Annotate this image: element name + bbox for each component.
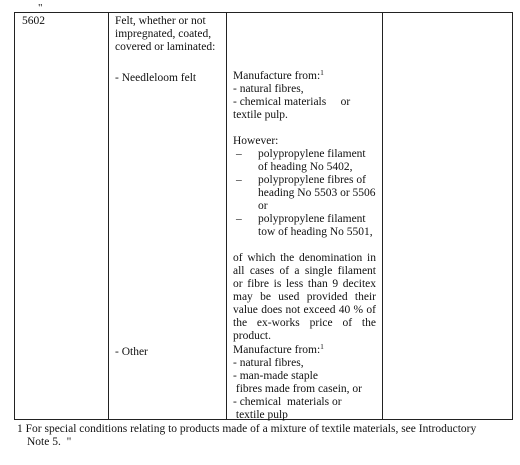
heading-code-cell xyxy=(15,13,109,420)
exception-item xyxy=(233,213,376,239)
footnote-line: 1 For special conditions relating to products made of a mixture of textile materials, see Introductory xyxy=(17,423,477,435)
alternative-rule-cell xyxy=(383,13,513,420)
needleloom-rule xyxy=(233,70,376,343)
dash-bullet: – xyxy=(236,148,242,160)
manufacture-from-heading: Manufacture from:$^1$ xyxy=(233,68,324,82)
other-label: - Other xyxy=(115,346,148,358)
description-cell xyxy=(109,13,227,420)
denomination-condition: of which the denomination in all cases of a single filament or fibre is less than 9 decitex may be used provided their value does not exceed 40 % of the ex-works price of the product. xyxy=(233,252,376,342)
material-item: - chemical materials or xyxy=(233,96,351,108)
heading-code: 5602 xyxy=(22,15,45,27)
opening-quote-mark: " xyxy=(38,2,43,14)
other-rule xyxy=(233,344,376,422)
needleloom-label: - Needleloom felt xyxy=(115,72,197,84)
dash-bullet: – xyxy=(236,213,242,225)
exception-text: polypropylene filament tow of heading No 5501, xyxy=(258,213,373,238)
material-item: - chemical materials or xyxy=(233,396,342,408)
table-row xyxy=(15,13,513,420)
rules-table xyxy=(14,12,513,420)
dash-bullet: – xyxy=(236,174,242,186)
working-rule-cell xyxy=(227,13,383,420)
however-heading: However: xyxy=(233,135,279,147)
exception-text: polypropylene fibres of heading No 5503 or 5506 or xyxy=(258,174,376,212)
material-item: - natural fibres, xyxy=(233,357,304,369)
material-item: fibres made from casein, or xyxy=(233,383,363,395)
footnote-ref: 1 xyxy=(320,342,324,351)
material-item: textile pulp. xyxy=(233,109,288,121)
exception-item xyxy=(233,174,376,213)
footnote-line: Note 5. " xyxy=(27,436,72,448)
footnote xyxy=(17,423,507,449)
material-item: - man-made staple xyxy=(233,370,318,382)
product-description: Felt, whether or not impregnated, coated, covered or laminated: xyxy=(115,15,216,53)
exception-text: polypropylene filament of heading No 5402, xyxy=(258,148,366,173)
footnote-ref: 1 xyxy=(320,68,324,77)
exception-item xyxy=(233,148,376,174)
material-item: - natural fibres, xyxy=(233,83,304,95)
material-item: textile pulp xyxy=(233,409,288,421)
manufacture-from-heading: Manufacture from:$^1$ xyxy=(233,342,324,356)
